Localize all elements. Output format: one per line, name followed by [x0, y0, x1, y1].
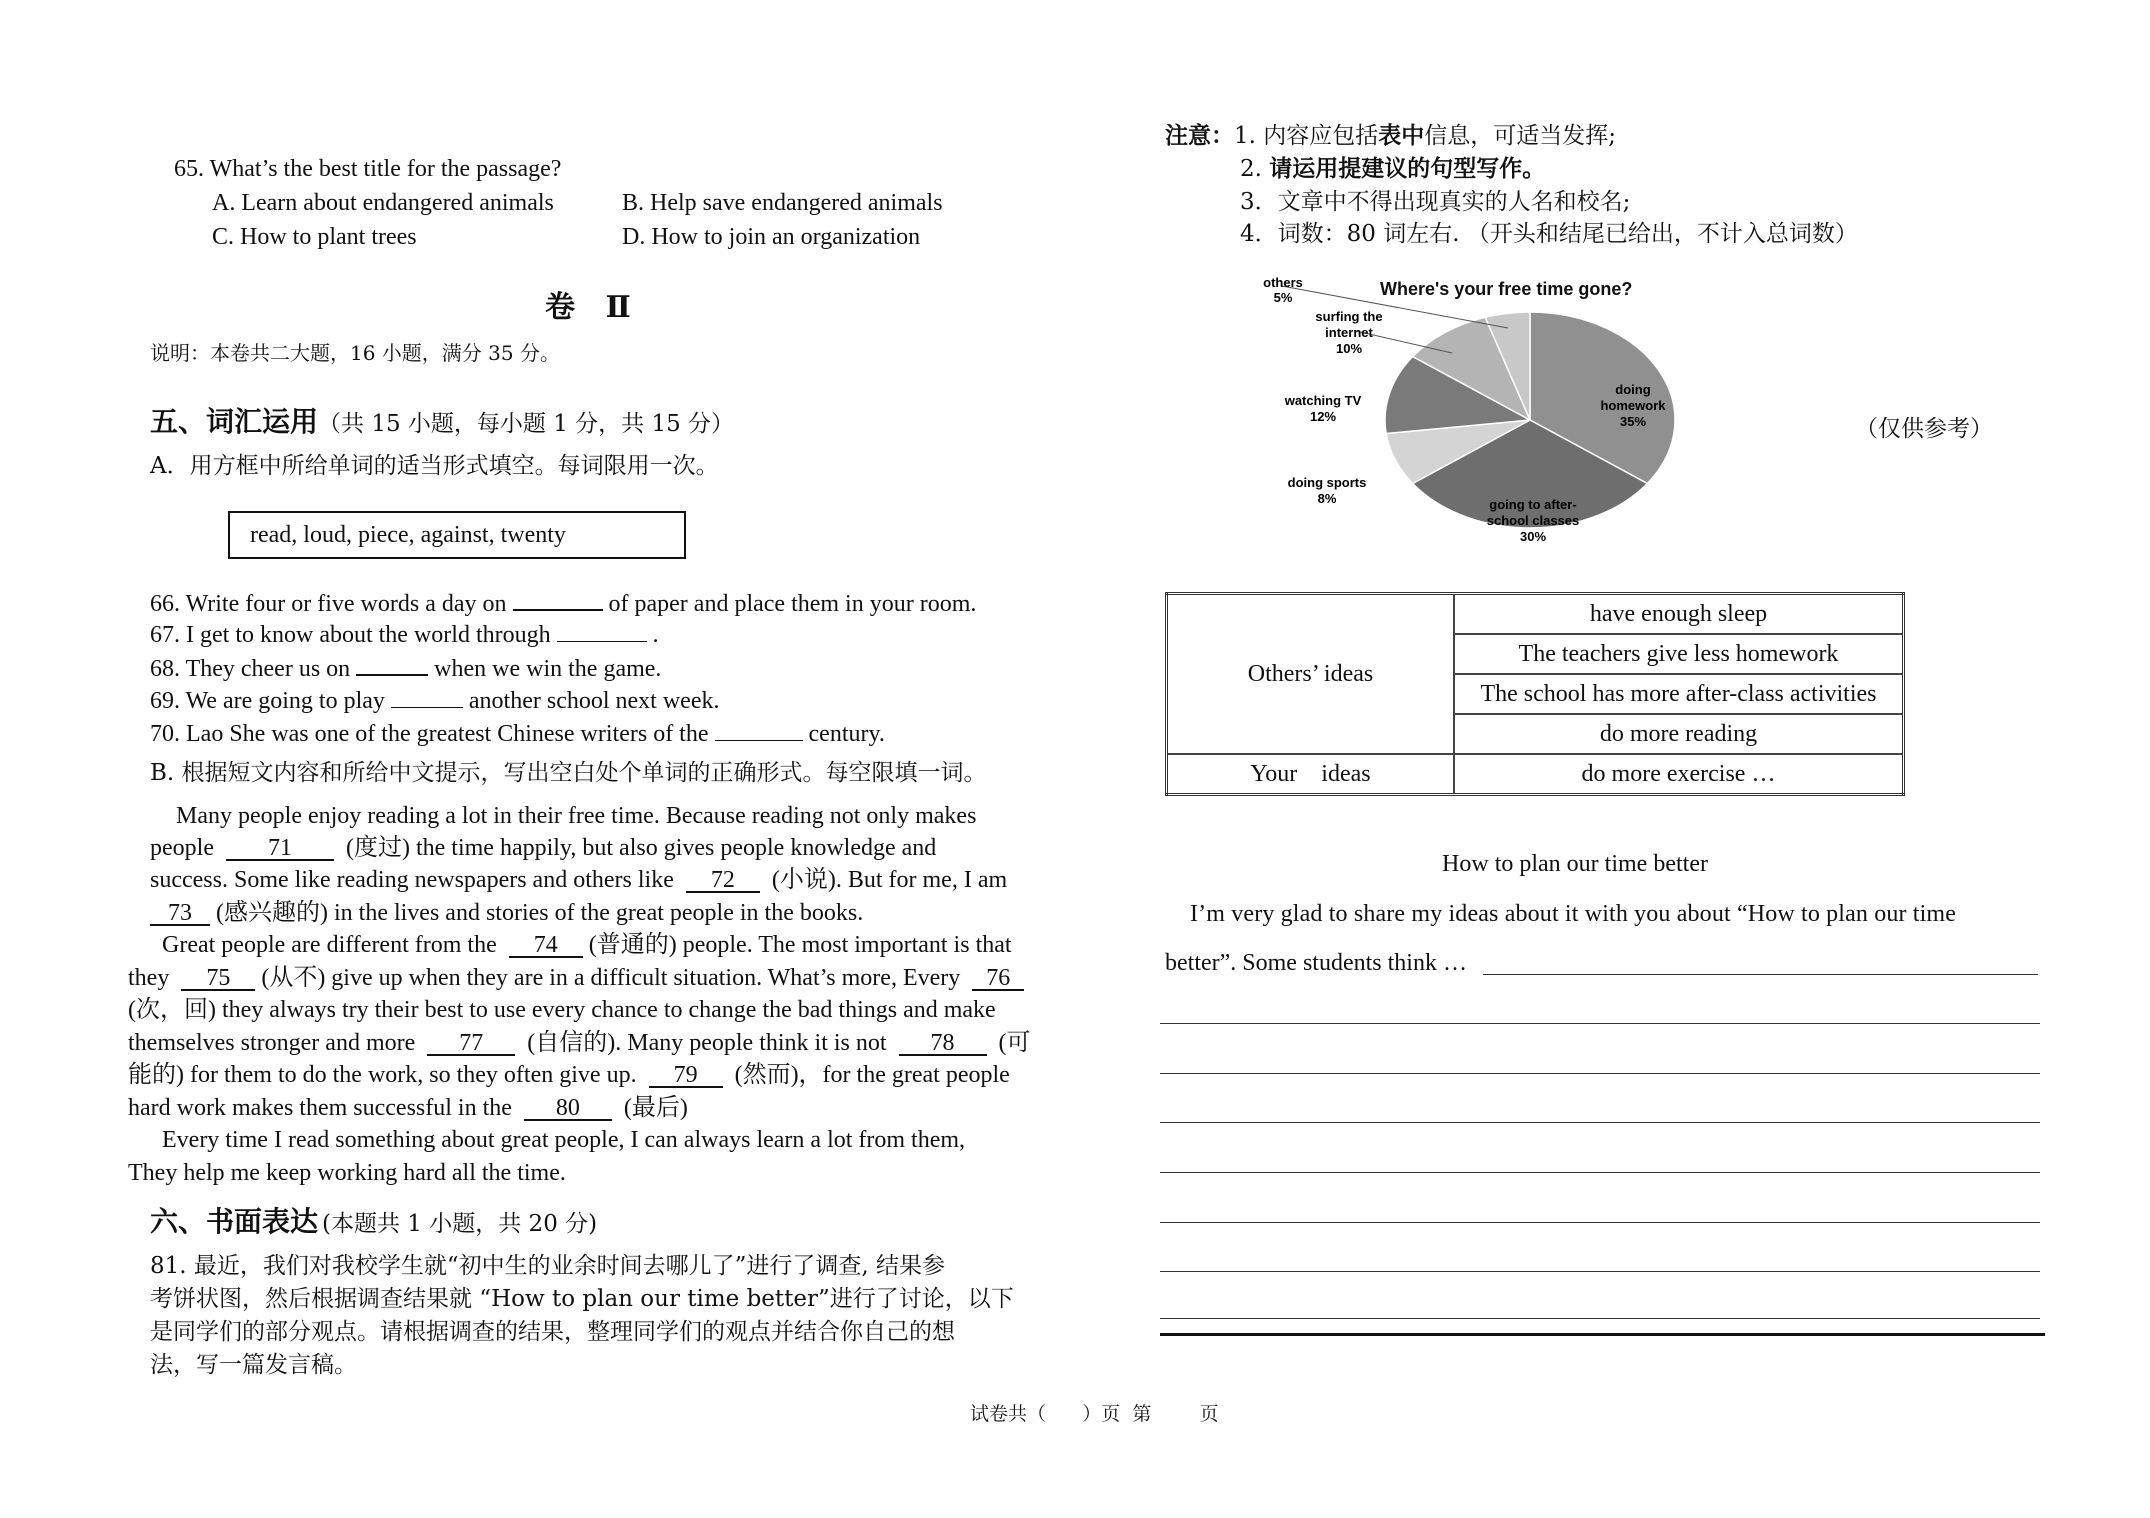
writing-line[interactable]: [1160, 1023, 2040, 1024]
q65-option-a: A. Learn about endangered animals: [212, 190, 554, 216]
q65-option-c: C. How to plant trees: [212, 224, 417, 250]
closing-rule: [1160, 1333, 2045, 1336]
blank-80[interactable]: 80: [524, 1095, 612, 1121]
section5-title: 五、词汇运用: [150, 405, 319, 438]
writing-line[interactable]: [1160, 1271, 2040, 1272]
blank-75[interactable]: 75: [181, 965, 255, 991]
q66: 66. Write four or five words a day on of paper and place them in your room.: [150, 585, 976, 620]
q70: 70. Lao She was one of the greatest Chinese writers of the century.: [150, 716, 885, 750]
your-ideas-label: Your ideas: [1167, 754, 1455, 795]
label-homework-3: 35%: [1619, 414, 1647, 429]
writing-line[interactable]: [1483, 974, 2038, 975]
blank-77[interactable]: 77: [427, 1030, 515, 1056]
section6-line-1: 81. 最近，我们对我校学生就“初中生的业余时间去哪儿了”进行了调查, 结果参: [150, 1253, 946, 1279]
q65-option-d: D. How to join an organization: [622, 224, 921, 250]
notes-3: 3．文章中不得出现真实的人名和校名;: [1240, 189, 1631, 215]
passage-line-12: They help me keep working hard all the time.: [128, 1160, 566, 1186]
q70-blank[interactable]: [715, 716, 803, 741]
q66-blank[interactable]: [513, 585, 603, 611]
passage-line-10: hard work makes them successful in the 80 (最后): [128, 1095, 688, 1121]
label-homework-2: homework: [1600, 398, 1666, 413]
label-classes-2: school classes: [1486, 513, 1580, 528]
passage-line-7: (次，回) they always try their best to use every chance to change the bad things and make: [128, 997, 996, 1023]
essay-title: How to plan our time better: [1442, 851, 1708, 877]
idea-cell: do more reading: [1454, 714, 1904, 754]
label-internet-2: internet: [1325, 325, 1373, 340]
blank-73[interactable]: 73: [150, 900, 210, 926]
q69: 69. We are going to play another school next week.: [150, 683, 720, 717]
pie-chart: [1240, 265, 1720, 565]
idea-cell: The school has more after-class activities: [1454, 674, 1904, 714]
label-homework-1: doing: [1615, 382, 1651, 397]
q69-blank[interactable]: [391, 683, 463, 708]
passage-line-9: 能的) for them to do the work, so they often give up. 79 (然而)，for the great people: [128, 1062, 1010, 1088]
notes-label: 注意：: [1165, 122, 1234, 149]
section5-b-instruction: B. 根据短文内容和所给中文提示，写出空白处个单词的正确形式。每空限填一词。: [150, 760, 987, 786]
section6-line-4: 法，写一篇发言稿。: [150, 1352, 357, 1378]
notes-2: 2. 请运用提建议的句型写作。: [1240, 155, 1546, 182]
label-internet-1: surfing the: [1315, 309, 1383, 324]
notes-4: 4．词数：80 词左右. （开头和结尾已给出，不计入总词数）: [1240, 221, 1858, 247]
label-others-2: 5%: [1273, 290, 1293, 305]
label-tv-2: 12%: [1309, 409, 1337, 424]
blank-78[interactable]: 78: [899, 1030, 987, 1056]
passage-line-11: Every time I read something about great people, I can always learn a lot from them,: [162, 1127, 966, 1153]
page-footer: 试卷共（ ）页 第 页: [970, 1403, 1219, 1425]
notes-1: 注意：1. 内容应包括表中信息，可适当发挥;: [1165, 122, 1617, 149]
q67: 67. I get to know about the world through .: [150, 617, 659, 651]
label-internet-3: 10%: [1335, 341, 1363, 356]
label-sports-2: 8%: [1317, 491, 1337, 506]
q68: 68. They cheer us on when we win the game.: [150, 650, 661, 685]
q68-blank[interactable]: [356, 650, 428, 676]
writing-line[interactable]: [1160, 1073, 2040, 1074]
idea-cell: have enough sleep: [1454, 594, 1904, 635]
section6-heading: [150, 1200, 597, 1240]
writing-line[interactable]: [1160, 1222, 2040, 1223]
others-ideas-label: Others’ ideas: [1167, 594, 1455, 755]
section6-line-2: 考饼状图，然后根据调查结果就 “How to plan our time better”进行了讨论，以下: [150, 1286, 1014, 1312]
part2-note: 说明：本卷共二大题，16 小题，满分 35 分。: [150, 341, 560, 365]
label-classes-3: 30%: [1519, 529, 1547, 544]
label-others-1: others: [1263, 275, 1303, 290]
chart-title: Where's your free time gone?: [1380, 279, 1633, 299]
blank-74[interactable]: 74: [509, 932, 583, 958]
section5-heading: [150, 400, 734, 440]
passage-line-2: people 71 (度过) the time happily, but also gives people knowledge and: [150, 835, 937, 861]
section6-title: 六、书面表达: [150, 1205, 319, 1238]
q65-question: 65. What’s the best title for the passage?: [174, 156, 562, 182]
passage-line-4: 73 (感兴趣的) in the lives and stories of the great people in the books.: [150, 897, 863, 930]
passage-line-5: Great people are different from the 74 (普通的) people. The most important is that: [162, 932, 1012, 958]
passage-line-3: success. Some like reading newspapers and others like 72 (小说). But for me, I am: [150, 867, 1008, 893]
q67-blank[interactable]: [557, 617, 647, 642]
writing-line[interactable]: [1160, 1172, 2040, 1173]
blank-76[interactable]: 76: [972, 965, 1024, 991]
part2-title: 卷 Ⅱ: [545, 290, 641, 325]
blank-72[interactable]: 72: [686, 867, 760, 893]
writing-line[interactable]: [1160, 1122, 2040, 1123]
blank-71[interactable]: 71: [226, 835, 334, 861]
writing-line[interactable]: [1160, 1318, 2040, 1319]
essay-line-1: I’m very glad to share my ideas about it with you about “How to plan our time: [1190, 901, 1957, 927]
label-classes-1: going to after-: [1489, 497, 1577, 512]
section6-note: (本题共 1 小题，共 20 分): [322, 1211, 598, 1237]
word-box: read, loud, piece, against, twenty: [228, 511, 686, 559]
section5-note: （共 15 小题，每小题 1 分，共 15 分）: [318, 411, 735, 437]
q65-option-b: B. Help save endangered animals: [622, 190, 943, 216]
essay-line-2: better”. Some students think …: [1165, 950, 1467, 976]
section6-line-3: 是同学们的部分观点。请根据调查的结果，整理同学们的观点并结合你自己的想: [150, 1319, 955, 1345]
ideas-table: [1165, 592, 1905, 796]
passage-line-8: themselves stronger and more 77 (自信的). Many people think it is not 78 (可: [128, 1030, 1031, 1056]
passage-line-6: they 75 (从不) give up when they are in a difficult situation. What’s more, Every 76: [128, 962, 1024, 995]
reference-note: （仅供参考）: [1855, 416, 1993, 442]
label-sports-1: doing sports: [1287, 475, 1367, 490]
idea-cell: The teachers give less homework: [1454, 634, 1904, 674]
label-tv-1: watching TV: [1284, 393, 1362, 408]
your-idea-cell: do more exercise …: [1454, 754, 1904, 795]
blank-79[interactable]: 79: [649, 1062, 723, 1088]
passage-line-1: Many people enjoy reading a lot in their free time. Because reading not only makes: [176, 803, 977, 829]
section5-a-instruction: A．用方框中所给单词的适当形式填空。每词限用一次。: [150, 453, 719, 479]
